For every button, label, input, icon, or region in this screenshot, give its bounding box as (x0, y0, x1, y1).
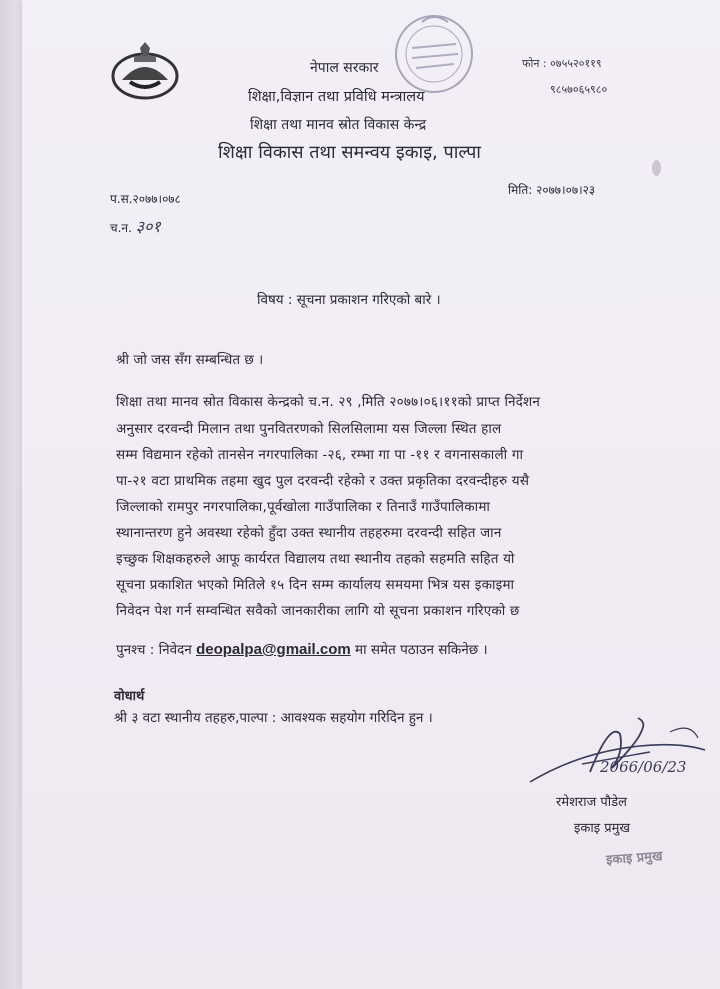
letter-salutation: श्री जो जस सँग सम्बन्धित छ । (116, 352, 264, 368)
body-line: जिल्लाको रामपुर नगरपालिका,पूर्वखोला गाउँपालिका र तिनाउँ गाउँपालिकामा (116, 499, 491, 515)
dispatch-label: च.न. (110, 221, 132, 235)
signatory-title: इकाइ प्रमुख (574, 821, 631, 836)
signature-icon (520, 712, 710, 792)
phone-number: फोन : ०७५५२०११९ (522, 57, 602, 70)
postscript (116, 640, 488, 658)
body-line: इच्छुक शिक्षकहरुले आफू कार्यरत विद्यालय तथा स्थानीय तहको सहमति सहित यो (116, 551, 515, 567)
government-emblem-icon (110, 42, 180, 100)
mobile-number: ९८५७०६५९८० (550, 83, 608, 96)
cc-recipient: श्री ३ वटा स्थानीय तहहरु,पाल्पा : आवश्यक सहयोग गरिदिन हुन । (114, 710, 433, 726)
letter-subject: विषय : सूचना प्रकाशन गरिएको बारे । (257, 292, 441, 308)
header-unit: शिक्षा विकास तथा समन्वय इकाइ, पाल्पा (218, 142, 481, 163)
signatory-name: रमेशराज पौडेल (556, 795, 627, 810)
body-line: सूचना प्रकाशित भएको मितिले १५ दिन सम्म कार्यालय समयमा भित्र यस इकाइमा (116, 577, 515, 593)
dispatch-number (110, 215, 161, 237)
dispatch-value: ३०१ (135, 217, 161, 236)
header-center: शिक्षा तथा मानव स्रोत विकास केन्द्र (250, 117, 427, 133)
body-line: सम्म विद्यमान रहेको तानसेन नगरपालिका -२६, रम्भा गा पा -११ र वगनासकाली गा (116, 447, 524, 463)
signature-date: 2066/06/23 (600, 758, 687, 776)
page-edge (0, 0, 22, 989)
body-line: स्थानान्तरण हुने अवस्था रहेको हुँदा उक्त स्थानीय तहहरुमा दरवन्दी सहित जान (116, 525, 502, 541)
body-line: अनुसार दरवन्दी मिलान तथा पुनवितरणको सिलसिलामा यस जिल्ला स्थित हाल (116, 421, 502, 437)
email-link[interactable]: deopalpa@gmail.com (196, 641, 351, 658)
header-government: नेपाल सरकार (310, 60, 379, 76)
cc-heading: वोधार्थ (114, 689, 145, 704)
header-ministry: शिक्षा,विज्ञान तथा प्रविधि मन्त्रालय (248, 89, 425, 105)
paper-mark (652, 160, 661, 176)
body-line: पा-२१ वटा प्राथमिक तहमा खुद पुल दरवन्दी रहेको र उक्त प्रकृतिका दरवन्दीहरु यसै (116, 473, 530, 489)
postscript-suffix: मा समेत पठाउन सकिनेछ । (355, 642, 488, 658)
body-line: निवेदन पेश गर्न सम्वन्धित सवैको जानकारीका लागि यो सूचना प्रकाशन गरिएको छ (116, 603, 520, 619)
postscript-prefix: पुनश्च : निवेदन (116, 642, 192, 658)
body-line: शिक्षा तथा मानव स्रोत विकास केन्द्रको च.न. २९ ,मिति २०७७।०६।११को प्राप्त निर्देशन (116, 394, 541, 410)
letter-date: मिति: २०७७।०७।२३ (508, 183, 596, 197)
letter-reference-number: प.स.२०७७।०७८ (110, 192, 181, 206)
title-stamp: इकाइ प्रमुख (605, 849, 664, 868)
